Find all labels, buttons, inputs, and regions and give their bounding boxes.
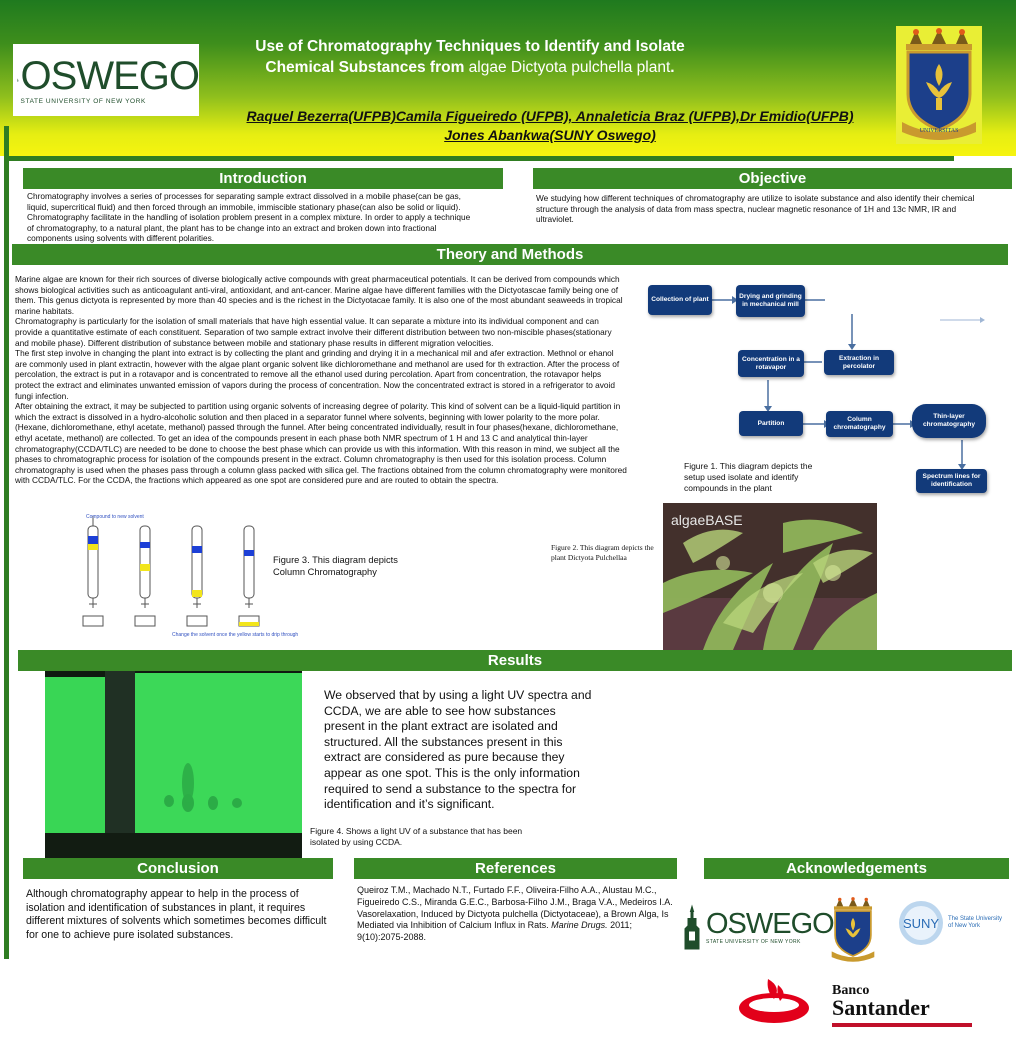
column-figure-bottom-note: Change the solvent once the yellow starts to drip through <box>172 632 299 638</box>
conclusion-text: Although chromatography appear to help in the process of isolation and identification of substances in plant, it requires different mixtures of solvents which sometimes becomes difficult for one to achieve pure isolated substances. <box>26 888 327 941</box>
theory-paragraph-1: Marine algae are known for their rich sources of diverse biologically active compounds with great pharmaceutical potentials. It can be derived from compounds which shows biological activities such as anticoagulant anti-viral, antioxidant, and ant-cancer. Marine algae have different families with the Dictyotascae family being one of them. This genus dictyota is represented by more than 40 species and is the richest in the Dictyotacae family. It is also one of the most abundant seaweeds in tropical marine habitats. <box>15 274 623 316</box>
objective-text: We studying how different techniques of chromatography are utilize to isolate substance and also identify their chemical structure through the analysis of data from mass spectra, nuclear magnetic resonance of 1H and 13c NMR, IR and ultraviolet. <box>536 193 975 225</box>
column-figure-top-note: Compound to new solvent <box>86 514 144 520</box>
santander-logo <box>738 975 978 1035</box>
suny-logo <box>897 898 1007 948</box>
uv-plate-image <box>45 671 302 863</box>
ack-oswego-subtitle: STATE UNIVERSITY OF NEW YORK <box>706 939 801 945</box>
santander-line-2: Santander <box>832 995 930 1020</box>
theory-paragraph-3: The first step involve in changing the plant into extract is by collecting the plant and grinding and drying it in a mechanical mil and afer extraction. Methnol or ehanol are commonly used in plant extractin, however with the algae plant organic solvent like dichloromethane and methanol are used for th extraction. After the process of percolation, the extract is put in a rotavapor and is concentrated to remove all the ethanol used during percolation. Apart from concentration, the rotavapor helps protect the extract and eliminates unwanted emission of vapors during the process of concentration. Now the concentrated extract is stored in a refrigerator to avoid fungi infection. <box>15 348 620 401</box>
flow-step-column: Column chromatography <box>826 411 893 437</box>
title-line-2-bold: Chemical Substances from <box>265 59 465 76</box>
acknowledgements-heading: Acknowledgements <box>704 858 1009 879</box>
column-chromatography-figure <box>80 512 299 642</box>
flow-step-concentration: Concentration in a rotavapor <box>738 350 804 377</box>
flow-step-collection: Collection of plant <box>648 285 712 315</box>
left-rail <box>4 126 9 959</box>
introduction-heading: Introduction <box>23 168 503 189</box>
flow-step-partition: Partition <box>739 411 803 436</box>
introduction-text: Chromatography involves a series of processes for separating sample extract dissolved in a mobile phase(can be gas, liquid, supercritical fluid) and then forced through an immobile, immiscible stationary phase(can also be solid or liquid). Chromatography facilitate in the handling of isolation problem present in a complex mixture. In order to apply a technique of chromatography, to a natural plant, the plant has to be change into an extract and broken down into fractional components using solvents with different polarities. <box>27 191 471 244</box>
algaebase-watermark: algaeBASE <box>671 512 743 528</box>
ack-oswego-text <box>706 909 834 945</box>
algae-photo <box>663 503 877 650</box>
ufpb-crest-icon <box>896 26 982 144</box>
ack-oswego-word: OSWEGO <box>706 908 834 940</box>
suny-text: The State University of New York <box>948 916 1003 929</box>
reference-journal: Marine Drugs. <box>551 920 608 931</box>
flow-step-spectrum: Spectrum lines for identification <box>916 469 987 493</box>
authors-line-1: Raquel Bezerra(UFPB)Camila Figueiredo (UFPB), Annaleticia Braz (UFPB),Dr Emidio(UFPB) <box>246 108 854 124</box>
figure-4-caption: Figure 4. Shows a light UV of a substance that has been isolated by using CCDA. <box>310 826 523 847</box>
authors-line-2: Jones Abankwa(SUNY Oswego) <box>444 127 656 143</box>
ufpb-seal <box>896 26 982 144</box>
theory-methods-heading: Theory and Methods <box>12 244 1008 265</box>
references-text <box>357 885 675 944</box>
figure-3-caption: Figure 3. This diagram depicts Column Chromatography <box>273 555 398 577</box>
santander-underline <box>832 1023 972 1027</box>
reference-citation-end: 2011; 9(10):2075-2088. <box>357 920 632 943</box>
results-heading: Results <box>18 650 1012 671</box>
poster-header <box>0 0 1016 156</box>
oswego-logo-subtitle: STATE UNIVERSITY OF NEW YORK <box>20 97 146 105</box>
conclusion-heading: Conclusion <box>23 858 333 879</box>
ack-oswego-logo <box>680 900 834 954</box>
results-text: We observed that by using a light UV spectra and CCDA, we are able to see how substances present in the plant extract are isolated and structured. All the substances present in this extract are considered as pure because they appear as one spot. This is the only information required to send a substance to the spectra for identification and it’s significant. <box>324 688 592 812</box>
flow-step-drying: Drying and grinding in mechanical mill <box>736 285 805 317</box>
oswego-logo <box>13 44 199 116</box>
ack-ufpb-crest-icon <box>828 896 878 964</box>
seal-banner-text: UNIVERSITAS <box>919 128 959 134</box>
poster-authors <box>200 107 900 145</box>
reference-body: Queiroz T.M., Machado N.T., Furtado F.F., Oliveira-Filho A.A., Alustau M.C., Figueiredo C.S., Miranda G.E.C., Barbosa-Filho J.M., Braga V.A., Medeiros I.A. Vasorelaxation, Induced by Dictyota pulchella (Dictyotaceae), a Brown Alga, Is Mediated via Inhibition of Calcium Influx in Rats. <box>357 885 673 931</box>
uv-plate-figure <box>45 671 302 863</box>
title-line-2 <box>210 57 730 78</box>
references-heading: References <box>354 858 677 879</box>
theory-paragraph-2: Chromatography is particularly for the isolation of small materials that have high essential value. It can separate a mixture into its individual component and can provide a quantitative estimate of each constituent. Separation of two sample extract involve their different distribution between two non-miscible phases(stationary and mobile phase). Different distribution of substance between mobile and stationary phase results in different migration velocities. <box>15 316 612 348</box>
title-line-2-species: algae Dictyota pulchella plant <box>464 59 671 76</box>
ack-oswego-tower-icon <box>680 902 704 952</box>
theory-methods-text <box>15 274 627 486</box>
figure-2-caption: Figure 2. This diagram depicts the plant Dictyota Pulchellaa <box>551 543 654 562</box>
flow-step-tlc: Thin-layer chromatography <box>912 404 986 438</box>
suny-mark: SUNY <box>902 916 940 931</box>
title-line-1: Use of Chromatography Techniques to Identify and Isolate <box>255 38 685 55</box>
figure-1-caption: Figure 1. This diagram depicts the setup used isolate and identify compounds in the plant <box>684 461 813 493</box>
objective-heading: Objective <box>533 168 1012 189</box>
header-underline <box>4 156 954 161</box>
theory-paragraph-4: After obtaining the extract, it may be subjected to partition using organic solvents of increasing degree of polarity. This kind of solvent can be a liquid-liquid partition in which the extract is dissolved in a hydro-alcoholic solution and then placed in a separator funnel where solvents, beginning with lower polarity to the more polar.(Hexane, dichloromethane, ethyl acetate, methanol) passed through the funnel. After being concentrated individually, result in four phases(hexane, dichloromethane, ethyl acetate, methanol) are collected. To get an idea of the compounds present in each phase both NMR spectrum of 1 H and 13 C and analytical thin-layer chromatography(CCDA/TLC) are needed to be done to choose the best phase which can provide us with this information. With this reason in mind, we subject all the phases to chromatographic process for isolation of the compounds present in the extract. Column chromatography is then used for this isolation process. Column chromatography is used when the phases pass through a column glass packed with silica gel. The fractions obtained from the column chromatography were monitored with CCDA/TLC. For the CCDA, the fractions which appeared as one spot are considered pure and are routed to obtain the spectra. <box>15 401 627 486</box>
santander-flame-icon <box>738 975 816 1025</box>
poster-title <box>210 36 730 78</box>
algae-image <box>663 503 877 650</box>
oswego-tower-icon <box>17 48 19 112</box>
flow-step-extraction: Extraction in percolator <box>824 350 894 375</box>
title-line-2-end: . <box>670 59 675 76</box>
santander-line-1: Banco <box>832 983 870 998</box>
oswego-logo-word: OSWEGO <box>20 53 199 98</box>
